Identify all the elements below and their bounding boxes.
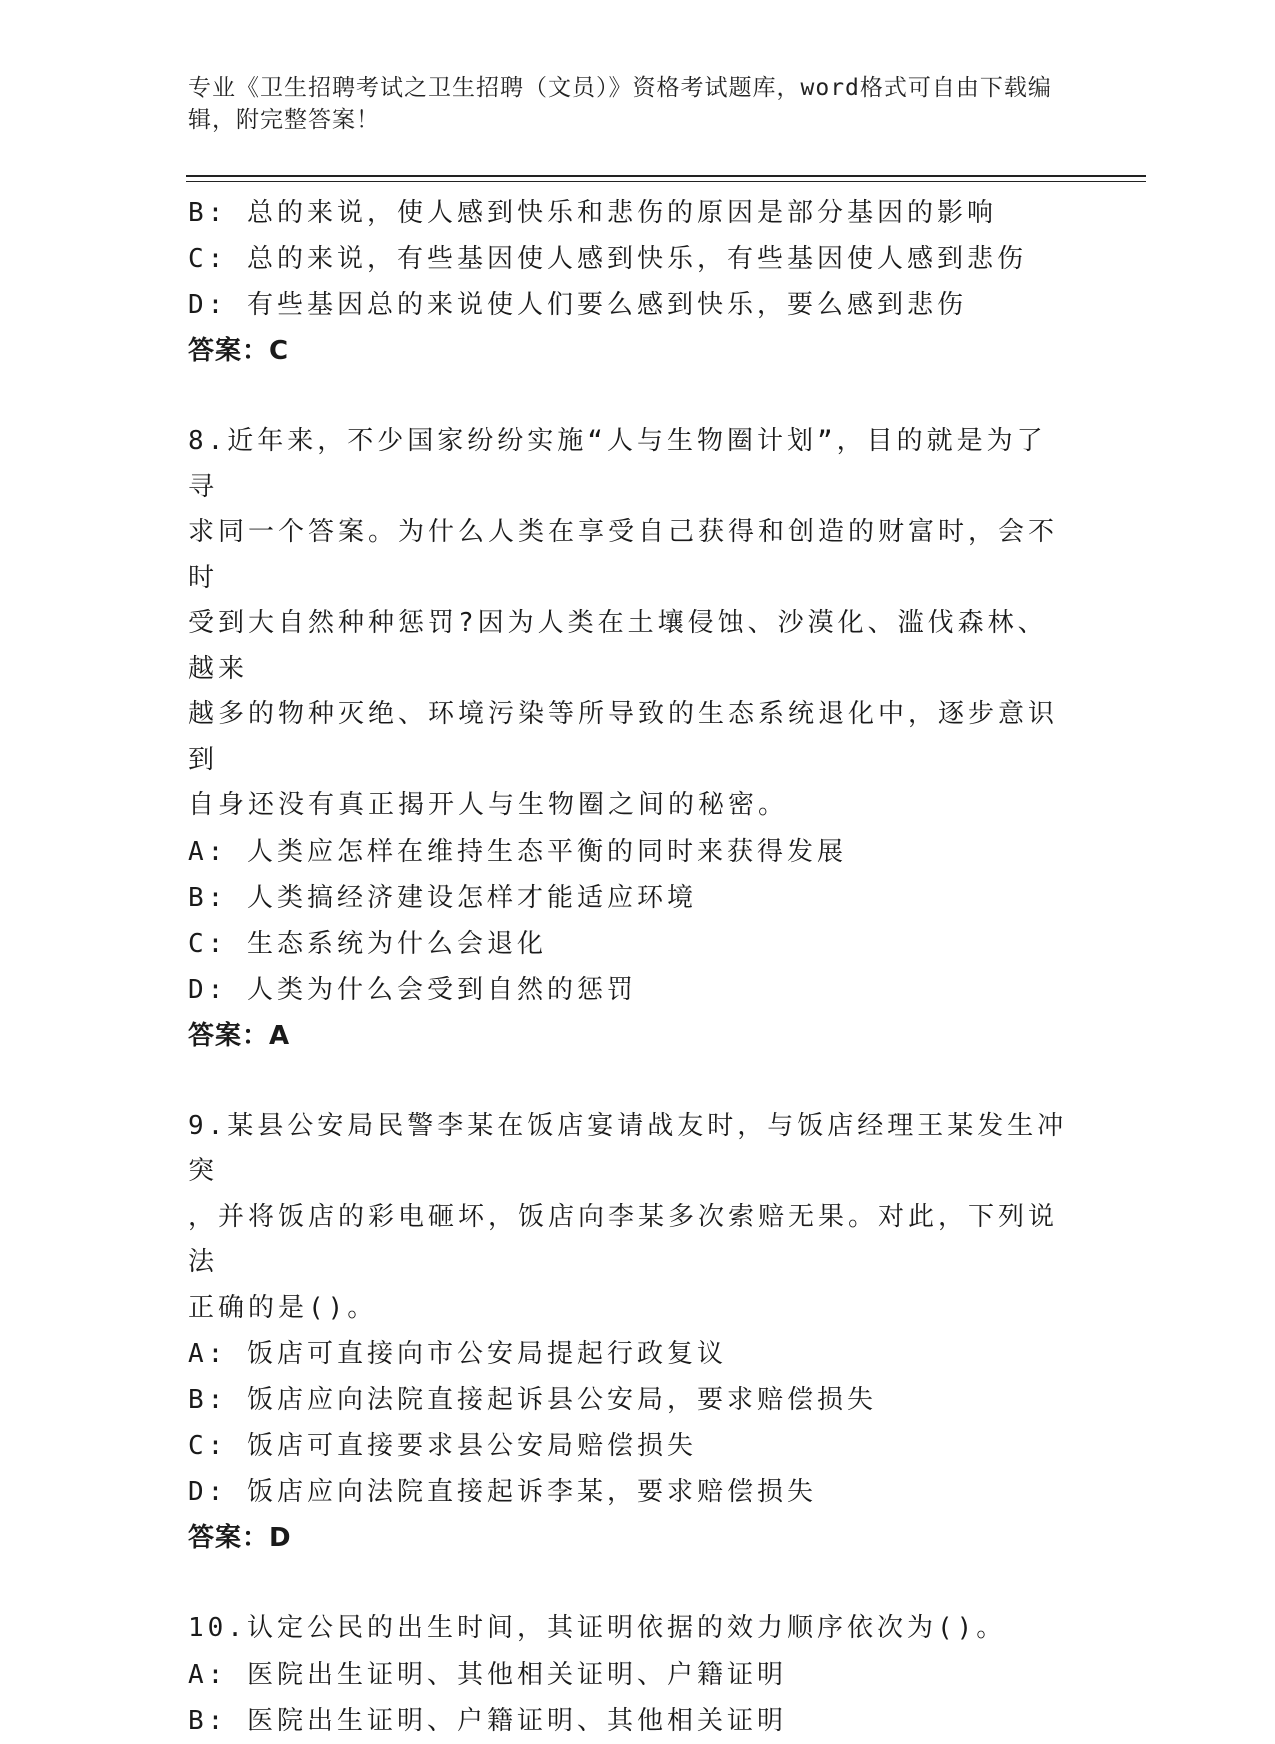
q8-stem-line: 8.近年来，不少国家纷纷实施“人与生物圈计划”，目的就是为了寻 [188,426,1047,502]
q7-option-c: C: 总的来说，有些基因使人感到快乐，有些基因使人感到悲伤 [188,244,1027,274]
q9-option-c: C: 饭店可直接要求县公安局赔偿损失 [188,1431,697,1461]
q8-option-c: C: 生态系统为什么会退化 [188,928,547,959]
q8-stem-line: 求同一个答案。为什么人类在享受自己获得和创造的财富时，会不时 [188,517,1059,593]
q9-stem-line: ，并将饭店的彩电砸坏，饭店向李某多次索赔无果。对此，下列说法 [188,1201,1059,1277]
question-content [188,190,1068,1744]
q9-option-a: A: 饭店可直接向市公安局提起行政复议 [188,1339,727,1369]
header-rule-thick [186,175,1146,177]
q7-option-b: B: 总的来说，使人感到快乐和悲伤的原因是部分基因的影响 [188,198,997,228]
q10-stem-line: 10.认定公民的出生时间，其证明依据的效力顺序依次为()。 [188,1613,1007,1643]
q7-answer: 答案：C [188,336,290,366]
document-header: 专业《卫生招聘考试之卫生招聘（文员）》资格考试题库，word格式可自由下载编辑，附完整答案！ [188,75,1052,133]
q9-stem-line: 正确的是()。 [188,1292,378,1323]
q8-option-b: B: 人类搞经济建设怎样才能适应环境 [188,882,697,913]
q8-stem-line: 受到大自然种种惩罚?因为人类在土壤侵蚀、沙漠化、滥伐森林、越来 [188,608,1048,684]
q8-option-a: A: 人类应怎样在维持生态平衡的同时来获得发展 [188,836,847,867]
q10-option-a: A: 医院出生证明、其他相关证明、户籍证明 [188,1659,787,1690]
q9-stem [188,1104,1068,1332]
q8-stem-line: 自身还没有真正揭开人与生物圈之间的秘密。 [188,790,789,820]
q8-stem [188,419,1068,829]
q8-stem-line: 越多的物种灭绝、环境污染等所导致的生态系统退化中，逐步意识到 [188,699,1059,775]
q10-stem [188,1606,1068,1652]
q8-option-d: D: 人类为什么会受到自然的惩罚 [188,974,637,1005]
q9-option-d: D: 饭店应向法院直接起诉李某，要求赔偿损失 [188,1477,817,1507]
q8-answer: 答案：A [188,1020,291,1051]
q9-answer: 答案：D [188,1523,292,1553]
q7-option-d: D: 有些基因总的来说使人们要么感到快乐，要么感到悲伤 [188,290,967,320]
header-rule-thin [186,181,1146,182]
q10-option-b: B: 医院出生证明、户籍证明、其他相关证明 [188,1705,787,1736]
q9-option-b: B: 饭店应向法院直接起诉县公安局，要求赔偿损失 [188,1385,877,1415]
q9-stem-line: 9.某县公安局民警李某在饭店宴请战友时，与饭店经理王某发生冲突 [188,1110,1068,1186]
